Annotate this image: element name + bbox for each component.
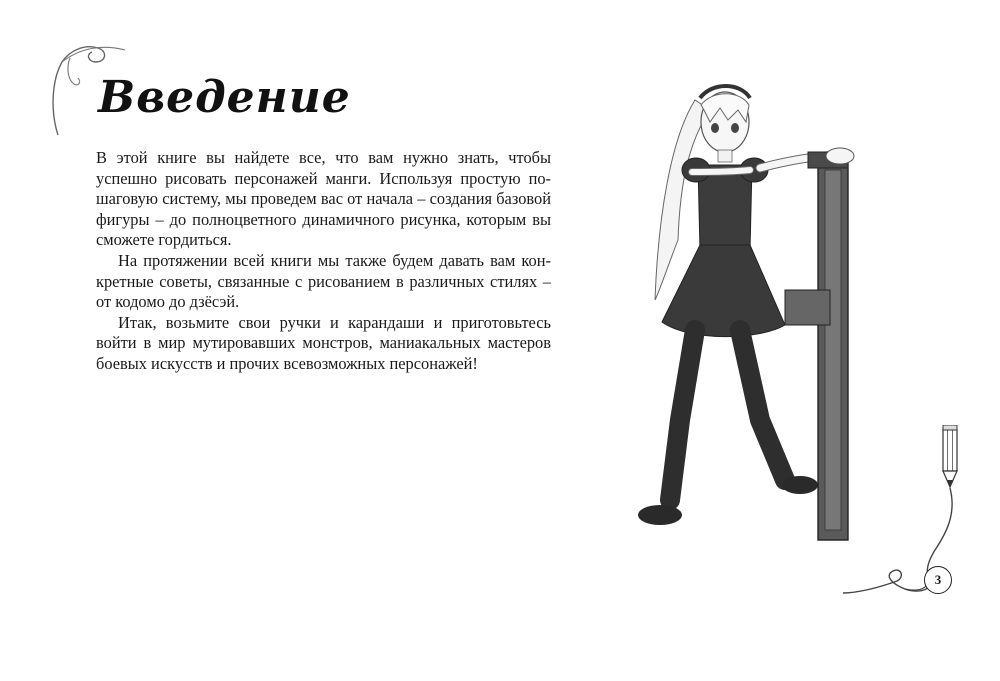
chapter-title: Введение — [98, 72, 351, 123]
paragraph-3: Итак, возьмите свои ручки и карандаши и приготовьтесь войти в мир мутировавших монстров, маниакальных мастеров боевых искусств и прочих всевозможных персонажей! — [96, 312, 551, 373]
paragraph-2: На протяжении всей книги мы также будем давать вам конкретные советы, связанные с рисованием в различных стилях – от кодомо до дзёсэй. — [96, 250, 551, 312]
paragraph-1: В этой книге вы найдете все, что вам нужно знать, чтобы успешно рисовать персонажей манги. Используя простую пошаговую систему, мы проведем вас от начала – создания базовой фигуры – до полноцветного динамичного рисунка, которым вы сможете гордиться. — [96, 148, 551, 250]
page-number: 3 — [924, 566, 952, 594]
intro-text — [96, 148, 551, 375]
